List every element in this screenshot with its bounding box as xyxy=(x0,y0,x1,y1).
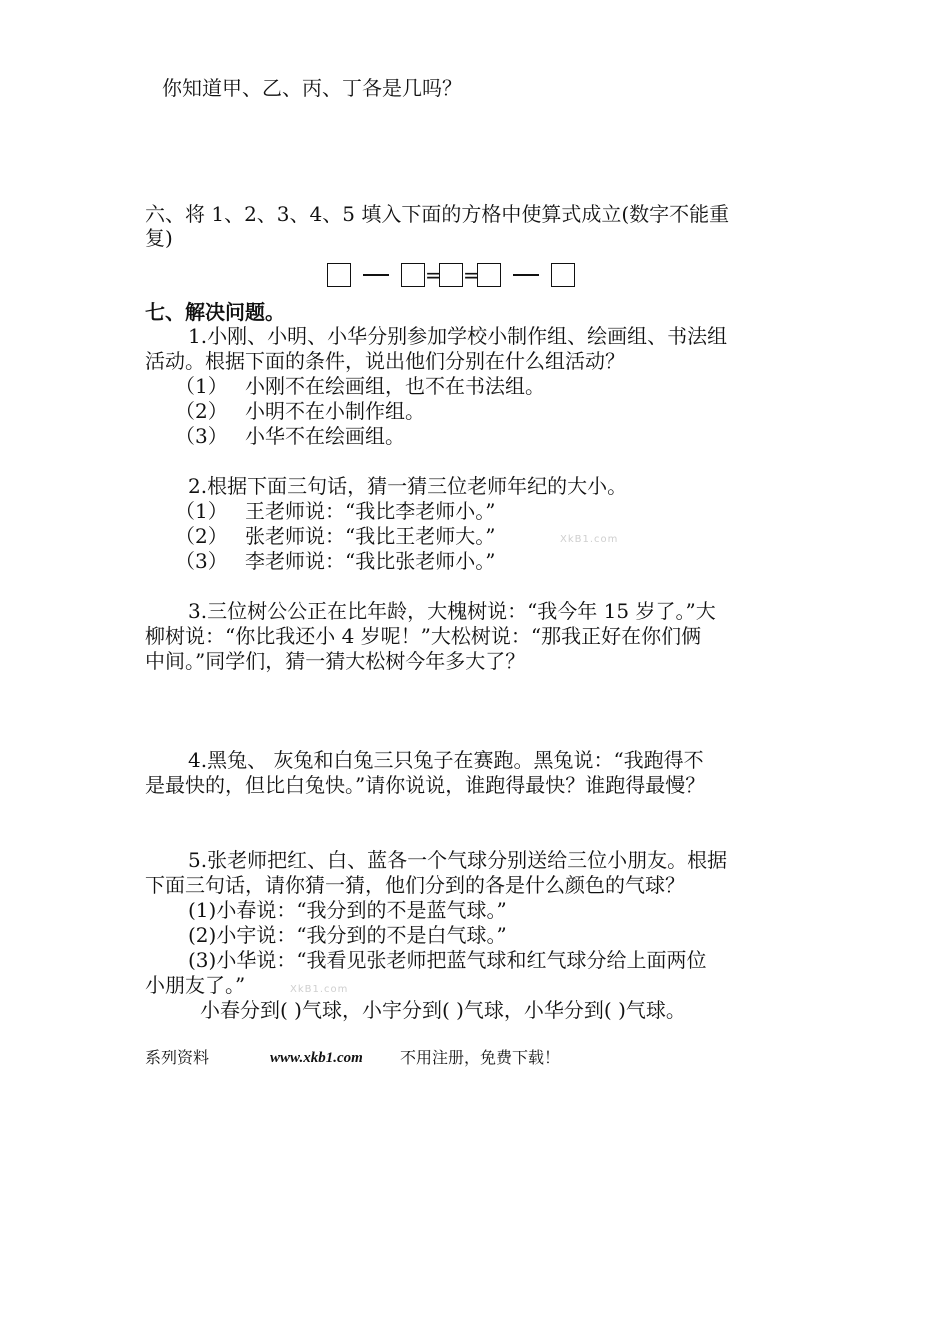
problem5-line2: 下面三句话，请你猜一猜，他们分到的各是什么颜色的气球？ xyxy=(145,873,685,897)
answer-box[interactable] xyxy=(439,263,463,287)
footer-left: 系列资料 xyxy=(145,1048,210,1067)
problem2-cond3-num: （3） xyxy=(175,549,228,573)
problem1-cond2-num: （2） xyxy=(175,399,228,423)
problem2-cond3: 李老师说：“我比张老师小。” xyxy=(245,549,496,573)
problem1-cond2: 小明不在小制作组。 xyxy=(245,399,425,423)
answer-box[interactable] xyxy=(477,263,501,287)
intro-question: 你知道甲、乙、丙、丁各是几吗？ xyxy=(162,76,462,100)
problem2-line1: 2.根据下面三句话，猜一猜三位老师年纪的大小。 xyxy=(188,474,628,498)
problem3-line2: 柳树说：“你比我还小 4 岁呢！”大松树说：“那我正好在你们俩 xyxy=(145,624,702,648)
minus-sign xyxy=(363,274,389,276)
answer-box[interactable] xyxy=(551,263,575,287)
problem1-line2: 活动。根据下面的条件，说出他们分别在什么组活动？ xyxy=(145,349,625,373)
problem5-cond3-cont: 小朋友了。” xyxy=(145,973,246,997)
footer-right: 不用注册，免费下载！ xyxy=(400,1048,561,1067)
problem4-line1: 4.黑兔、 灰兔和白兔三只兔子在赛跑。黑兔说：“我跑得不 xyxy=(188,748,704,772)
problem5-answer-line: 小春分到( )气球，小宇分到( )气球，小华分到( )气球。 xyxy=(200,998,686,1022)
problem1-cond3-num: （3） xyxy=(175,424,228,448)
answer-box[interactable] xyxy=(327,263,351,287)
section6-line1: 六、将 1、2、3、4、5 填入下面的方格中使算式成立(数字不能重 xyxy=(145,202,730,226)
problem2-cond2-num: （2） xyxy=(175,524,228,548)
problem2-cond1: 王老师说：“我比李老师小。” xyxy=(245,499,496,523)
equals-sign: = xyxy=(463,263,480,287)
problem2-cond1-num: （1） xyxy=(175,499,228,523)
problem5-cond3: (3)小华说：“我看见张老师把蓝气球和红气球分给上面两位 xyxy=(188,948,707,972)
watermark: XkB1.com xyxy=(560,534,619,545)
problem1-cond3: 小华不在绘画组。 xyxy=(245,424,405,448)
problem5-cond2: (2)小宇说：“我分到的不是白气球。” xyxy=(188,923,507,947)
watermark: XkB1.com xyxy=(290,984,349,995)
problem1-line1: 1.小刚、小明、小华分别参加学校小制作组、绘画组、书法组 xyxy=(188,324,728,348)
equation-boxes xyxy=(327,262,575,288)
problem1-cond1: 小刚不在绘画组，也不在书法组。 xyxy=(245,374,545,398)
section6-line2: 复) xyxy=(145,226,173,250)
problem3-line3: 中间。”同学们，猜一猜大松树今年多大了？ xyxy=(145,649,526,673)
equals-sign: = xyxy=(425,263,442,287)
problem5-line1: 5.张老师把红、白、蓝各一个气球分别送给三位小朋友。根据 xyxy=(188,848,728,872)
answer-box[interactable] xyxy=(401,263,425,287)
section7-title: 七、解决问题。 xyxy=(145,300,285,324)
footer-url[interactable]: www.xkb1.com xyxy=(270,1050,363,1066)
problem4-line2: 是最快的，但比白兔快。”请你说说，谁跑得最快？谁跑得最慢？ xyxy=(145,773,706,797)
problem5-cond1: (1)小春说：“我分到的不是蓝气球。” xyxy=(188,898,507,922)
problem1-cond1-num: （1） xyxy=(175,374,228,398)
minus-sign xyxy=(513,274,539,276)
problem2-cond2: 张老师说：“我比王老师大。” xyxy=(245,524,496,548)
problem3-line1: 3.三位树公公正在比年龄，大槐树说：“我今年 15 岁了。”大 xyxy=(188,599,716,623)
